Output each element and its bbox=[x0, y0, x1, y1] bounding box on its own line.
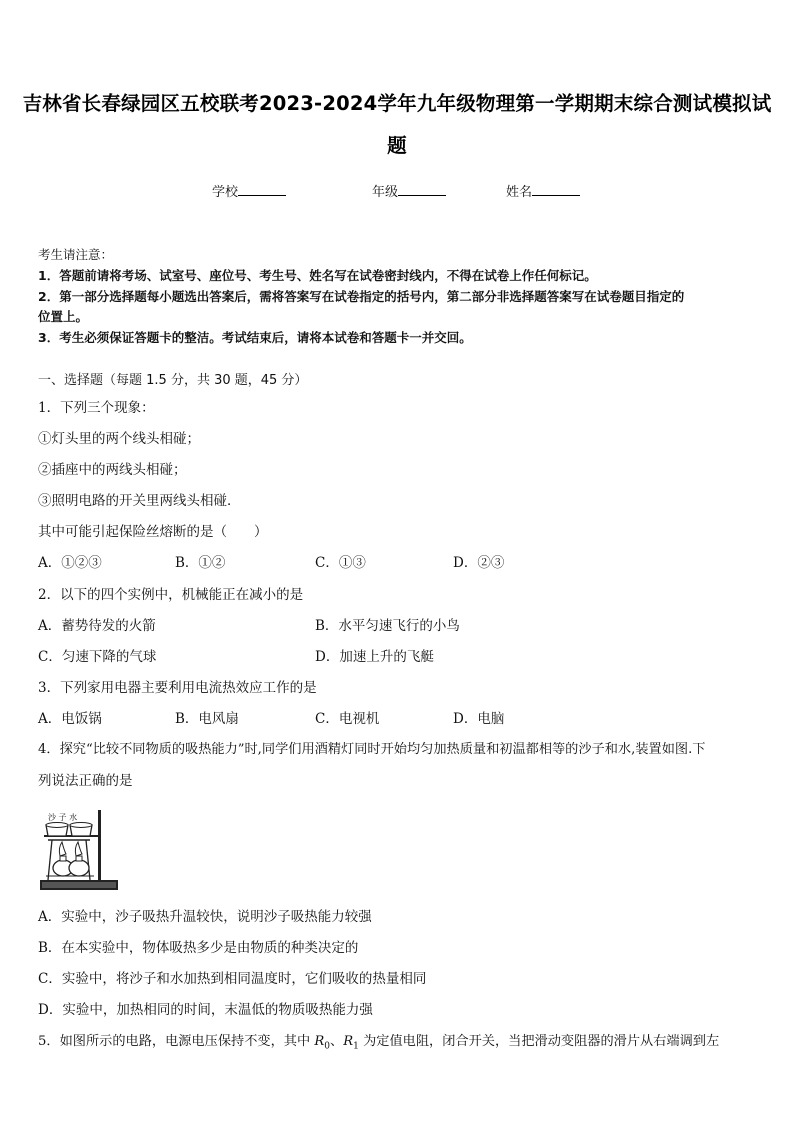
school-label: 学校 bbox=[212, 185, 239, 200]
q1-question: 其中可能引起保险丝熔断的是（ ） bbox=[38, 524, 268, 540]
name-field bbox=[506, 181, 580, 200]
name-blank bbox=[532, 183, 580, 196]
school-field bbox=[212, 181, 286, 200]
q1-phenomenon-2: ②插座中的两线头相碰； bbox=[38, 462, 187, 478]
q3-option-a: A．电饭锅 bbox=[38, 711, 102, 727]
q4-option-a: A．实验中，沙子吸热升温较快，说明沙子吸热能力较强 bbox=[38, 909, 372, 925]
notice-item-1: 1．答题前请将考场、试室号、座位号、考生号、姓名写在试卷密封线内，不得在试卷上作任何标记。 bbox=[38, 268, 597, 283]
q4-option-c: C．实验中，将沙子和水加热到相同温度时，它们吸收的热量相同 bbox=[38, 971, 427, 987]
figure-label: 沙 子 水 bbox=[48, 813, 78, 822]
notice-item-3: 3．考生必须保证答题卡的整洁。考试结束后，请将本试卷和答题卡一并交回。 bbox=[38, 330, 472, 345]
grade-field bbox=[372, 181, 446, 200]
q4-stem: 4．探究“比较不同物质的吸热能力”时,同学们用酒精灯同时开始均匀加热质量和初温都相等的沙子和水,装置如图.下 bbox=[38, 742, 706, 757]
q5-suffix: 为定值电阻，闭合开关，当把滑动变阻器的滑片从右端调到左 bbox=[358, 1034, 720, 1049]
q5-prefix: 5．如图所示的电路，电源电压保持不变，其中 bbox=[38, 1034, 315, 1049]
q1-option-d: D．②③ bbox=[453, 555, 505, 571]
q1-option-c: C．①③ bbox=[315, 555, 366, 571]
q4-option-d: D．实验中，加热相同的时间，末温低的物质吸热能力强 bbox=[38, 1002, 373, 1018]
q3-option-d: D．电脑 bbox=[453, 711, 505, 727]
q2-option-c: C．匀速下降的气球 bbox=[38, 649, 157, 665]
school-blank bbox=[238, 183, 286, 196]
notice-item-2: 2．第一部分选择题每小题选出答案后，需将答案写在试卷指定的括号内，第二部分非选择题答案写在试卷题目指定的 bbox=[38, 289, 685, 304]
q2-option-b: B．水平匀速飞行的小鸟 bbox=[315, 618, 460, 634]
stand-rod bbox=[98, 810, 101, 882]
q5-sep: 、 bbox=[330, 1034, 344, 1049]
q5-r1: R bbox=[343, 1034, 354, 1049]
q5-stem bbox=[38, 1030, 719, 1052]
q5-r1-sub: 1 bbox=[353, 1041, 359, 1052]
q1-stem: 1．下列三个现象： bbox=[38, 400, 155, 416]
q3-option-b: B．电风扇 bbox=[175, 711, 239, 727]
alcohol-lamp-right bbox=[69, 860, 89, 876]
section-heading: 一、选择题（每题 1.5 分，共 30 题，45 分） bbox=[38, 373, 308, 388]
grade-blank bbox=[398, 183, 446, 196]
q1-option-a: A．①②③ bbox=[38, 555, 102, 571]
q1-phenomenon-3: ③照明电路的开关里两线头相碰． bbox=[38, 493, 241, 509]
q2-option-a: A．蓄势待发的火箭 bbox=[38, 618, 156, 634]
q5-r0-sub: 0 bbox=[324, 1041, 331, 1052]
notice-item-2-continued: 位置上。 bbox=[38, 309, 89, 324]
q3-option-c: C．电视机 bbox=[315, 711, 380, 727]
q3-stem: 3．下列家用电器主要利用电流热效应工作的是 bbox=[38, 680, 317, 696]
q1-phenomenon-1: ①灯头里的两个线头相碰； bbox=[38, 431, 200, 447]
q4-stem-continued: 列说法正确的是 bbox=[38, 773, 133, 789]
page-title-continued: 题 bbox=[387, 134, 407, 157]
heating-apparatus-figure bbox=[38, 808, 120, 894]
q5-r0: R bbox=[314, 1034, 325, 1049]
q2-stem: 2．以下的四个实例中，机械能正在减小的是 bbox=[38, 587, 304, 603]
page-title: 吉林省长春绿园区五校联考2023-2024学年九年级物理第一学期期末综合测试模拟试 bbox=[22, 92, 772, 115]
q1-option-b: B．①② bbox=[175, 555, 226, 571]
grade-label: 年级 bbox=[372, 185, 399, 200]
notice-heading: 考生请注意： bbox=[38, 247, 114, 262]
q4-option-b: B．在本实验中，物体吸热多少是由物质的种类决定的 bbox=[38, 940, 359, 956]
q2-option-d: D．加速上升的飞艇 bbox=[315, 649, 434, 665]
name-label: 姓名 bbox=[506, 185, 533, 200]
